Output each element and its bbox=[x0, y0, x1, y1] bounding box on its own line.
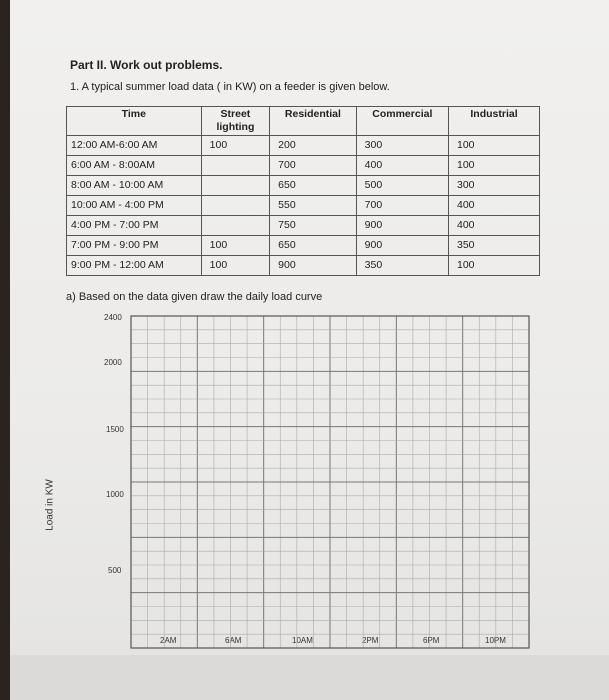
industrial-cell: 300 bbox=[448, 176, 539, 196]
street-lighting-cell: 100 bbox=[201, 236, 270, 256]
y-tick-label: 500 bbox=[108, 566, 122, 575]
commercial-cell: 700 bbox=[356, 196, 448, 216]
commercial-cell: 900 bbox=[356, 236, 448, 256]
commercial-cell: 500 bbox=[356, 176, 448, 196]
residential-cell: 900 bbox=[270, 256, 357, 276]
sub-question: a) Based on the data given draw the daily load curve bbox=[66, 291, 323, 303]
y-tick-label: 2000 bbox=[104, 358, 122, 367]
industrial-cell: 100 bbox=[448, 156, 539, 176]
time-cell: 9:00 PM - 12:00 AM bbox=[67, 256, 202, 276]
x-tick-label: 10AM bbox=[292, 636, 313, 645]
commercial-cell: 350 bbox=[356, 256, 448, 276]
street-lighting-cell: 100 bbox=[201, 256, 270, 276]
industrial-cell: 350 bbox=[448, 236, 539, 256]
commercial-cell: 900 bbox=[356, 216, 448, 236]
industrial-cell: 100 bbox=[448, 256, 539, 276]
time-cell: 10:00 AM - 4:00 PM bbox=[67, 196, 202, 216]
y-tick-label: 1000 bbox=[106, 490, 124, 499]
x-tick-label: 10PM bbox=[485, 636, 506, 645]
street-lighting-cell: 100 bbox=[201, 136, 270, 156]
residential-cell: 700 bbox=[270, 156, 357, 176]
question-text: 1. A typical summer load data ( in KW) on a feeder is given below. bbox=[70, 81, 390, 93]
header-residential: Residential bbox=[270, 107, 357, 136]
y-axis-label: Load in KW bbox=[44, 479, 56, 531]
time-cell: 7:00 PM - 9:00 PM bbox=[67, 236, 202, 256]
residential-cell: 650 bbox=[270, 176, 357, 196]
time-cell: 8:00 AM - 10:00 AM bbox=[67, 176, 202, 196]
header-industrial: Industrial bbox=[448, 107, 539, 136]
residential-cell: 650 bbox=[270, 236, 357, 256]
header-commercial: Commercial bbox=[356, 107, 448, 136]
commercial-cell: 300 bbox=[356, 136, 448, 156]
header-time: Time bbox=[67, 107, 202, 136]
industrial-cell: 100 bbox=[448, 136, 539, 156]
x-tick-label: 6AM bbox=[225, 636, 242, 645]
residential-cell: 550 bbox=[270, 196, 357, 216]
time-cell: 12:00 AM-6:00 AM bbox=[67, 136, 202, 156]
x-tick-label: 6PM bbox=[423, 636, 440, 645]
commercial-cell: 400 bbox=[356, 156, 448, 176]
time-cell: 4:00 PM - 7:00 PM bbox=[67, 216, 202, 236]
residential-cell: 200 bbox=[270, 136, 357, 156]
time-cell: 6:00 AM - 8:00AM bbox=[67, 156, 202, 176]
industrial-cell: 400 bbox=[448, 196, 539, 216]
part-heading: Part II. Work out problems. bbox=[70, 58, 223, 72]
y-tick-label: 2400 bbox=[104, 313, 122, 322]
y-tick-label: 1500 bbox=[106, 425, 124, 434]
header-street-lighting: Street lighting bbox=[201, 107, 270, 136]
residential-cell: 750 bbox=[270, 216, 357, 236]
x-tick-label: 2PM bbox=[362, 636, 379, 645]
x-tick-label: 2AM bbox=[160, 636, 177, 645]
industrial-cell: 400 bbox=[448, 216, 539, 236]
